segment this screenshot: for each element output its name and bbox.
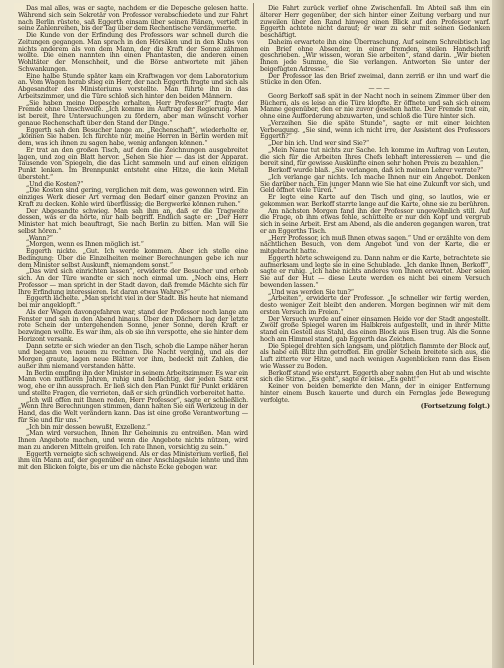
paragraph: In Berlin empfing ihn der Minister in seinem Arbeitszimmer. Es war ein Mann von mittleren Jahren, ruhig und bedächtig, der jeden Satz erst wog, ehe er ihn aussprach. Er ließ sich den Plan Punkt für Punkt erklären und stellte Fragen, die verrieten, daß er sich gründlich vorbereitet hatte.	[18, 368, 248, 397]
paragraph: Eggerth hörte schweigend zu. Dann nahm er die Karte, betrachtete sie aufmerksam und legte sie in eine Schublade. „Ich danke Ihnen, Berkoff“, sagte er ruhig. „Ich habe nichts anderes von Ihnen erwartet. Aber seien Sie auf der Hut — diese Leute werden es nicht bei einem Versuch bewenden lassen.“	[260, 253, 490, 289]
column-divider	[253, 3, 254, 665]
text-column-left	[18, 5, 248, 661]
continuation-note: (Fortsetzung folgt.)	[420, 402, 490, 411]
paragraph: „Der bin ich. Und wer sind Sie?“	[268, 139, 370, 147]
paragraph: „Ich will offen mit Ihnen reden, Herr Professor“, sagte er schließlich. „Wenn Ihre Berechnungen stimmen, dann halten Sie ein Werkzeug in der Hand, das die Welt verändern kann. Das ist eine große Verantwortung — für Sie und für uns.“	[18, 395, 248, 424]
paragraph: „Morgen, wenn es Ihnen möglich ist.“	[26, 240, 144, 249]
paragraph: Als der Wagen davongefahren war, stand der Professor noch lange am Fenster und sah in den Abend hinaus. Über den Dächern lag der letzte rote Schein der untergehenden Sonne, jener Sonne, deren Kraft er bezwingen wollte. Es war ihm, als ob sie ihn verspotte, ehe sie hinter dem Horizont versank.	[18, 307, 248, 343]
paragraph: Die Spiegel drehten sich langsam, und plötzlich flammte der Block auf, als habe ein Blitz ihn getroffen. Ein greller Schein breitete sich aus, die Luft zitterte vor Hitze, und nach wenigen Augenblicken rann das Eisen wie Wasser zu Boden.	[260, 341, 490, 370]
paragraph: Er legte eine Karte auf den Tisch und ging, so lautlos, wie er gekommen war. Berkoff starrte lange auf die Karte, ohne sie zu berühren.	[260, 193, 490, 208]
paragraph: Eggerth verneigte sich schweigend. Als er das Ministerium verließ, fiel ihm ein Mann auf, der gegenüber an einer Anschlagsäule lehnte und ihm mit den Blicken folgte, bis er um die nächste Ecke gebogen war.	[18, 449, 248, 471]
paragraph: Das mal alles, was er sagte, nachdem er die Depesche gelesen hatte. Während sich sein Sekretär von Professor verabschiedete und zur Fahrt nach Berlin rüstete, saß Eggerth einsam über seinen Plänen, vertieft in seine Zahlenreihen, bis der Tag über dem Rechentische verdämmerte.	[18, 5, 248, 33]
paragraph: Dann setzte er sich wieder an den Tisch, schob die Lampe näher heran und begann von neuem zu rechnen. Die Nacht verging, und als der Morgen graute, lagen neue Blätter vor ihm, bedeckt mit Zahlen, die außer ihm niemand verstanden hätte.	[18, 341, 248, 370]
paragraph: Berkoff wurde blaß. „Sie verlangen, daß ich meinen Lehrer verrate?“	[268, 166, 484, 174]
paragraph: Keiner von beiden bemerkte den Mann, der in einiger Entfernung hinter einem Busch kauerte und durch ein Fernglas jede Bewegung verfolgte.	[260, 382, 490, 404]
paragraph: Die Fahrt zurück verlief ohne Zwischenfall. Im Abteil saß ihm ein älterer Herr gegenüber, der sich hinter einer Zeitung verbarg und nur zuweilen über den Rand hinweg einen Blick auf den Professor warf. Eggerth achtete nicht darauf; er war zu sehr mit seinen Gedanken beschäftigt.	[260, 5, 490, 39]
paragraph: „Man wird versuchen, Ihnen Ihr Geheimnis zu entreißen. Man wird Ihnen Angebote machen, und wenn die Angebote nichts nützen, wird man zu anderen Mitteln greifen. Ich rate Ihnen, vorsichtig zu sein.“	[18, 429, 248, 451]
paragraph: Eggerth lächelte. „Man spricht viel in der Stadt. Bis heute hat niemand bei mir angeklopft.“	[18, 294, 248, 309]
paragraph: Er trat an den großen Tisch, auf dem die Zeichnungen ausgebreitet lagen, und zog ein Blatt hervor. „Sehen Sie hier — das ist der Apparat. Tausende von Spiegeln, die das Licht sammeln und auf einen einzigen Punkt lenken. Im Brennpunkt entsteht eine Hitze, die kein Metall übersteht.“	[18, 145, 248, 181]
paragraph: Eggerth nickte. „Gut. Ich werde kommen. Aber ich stelle eine Bedingung: Über die Einzelheiten meiner Berechnungen gebe ich nur dem Minister selbst Auskunft, niemandem sonst.“	[18, 247, 248, 269]
paragraph: „Und die Kosten?“	[26, 179, 84, 188]
paragraph: Berkoff stand wie erstarrt. Eggerth aber nahm den Hut ab und wischte sich die Stirne. „Es geht“, sagte er leise. „Es geht!“	[260, 368, 490, 384]
text-column-right	[260, 5, 490, 661]
paragraph: Der Professor las den Brief zweimal, dann zerriß er ihn und warf die Stücke in den Ofen.	[260, 71, 490, 87]
page-edge	[492, 0, 504, 668]
paragraph: „Mein Name tut nichts zur Sache. Ich komme im Auftrag von Leuten, die sich für die Arbeiten Ihres Chefs lebhaft interessieren — und die bereit sind, für gewisse Auskünfte einen sehr hohen Preis zu bezahlen.“	[260, 145, 490, 168]
paragraph: Die Kunde von der Erfindung des Professors war schnell durch die Zeitungen gegangen. Man sprach in den Hörsälen und in den Klubs von nichts anderem als von dem Mann, der die Kraft der Sonne zähmen wollte. Die einen nannten ihn einen Phantasten, die anderen einen Wohltäter der Menschheit, und die Börse antwortete mit jähen Schwankungen.	[18, 31, 248, 73]
paragraph: — — —	[368, 85, 390, 92]
paragraph: „Herr Professor, ich muß Ihnen etwas sagen.“ Und er erzählte von dem nächtlichen Besuch, von dem Angebot und von der Karte, die er mitgebracht hatte.	[260, 233, 490, 255]
paragraph: Am nächsten Morgen fand ihn der Professor ungewöhnlich still. Auf die Frage, ob ihm etwas fehle, schüttelte er nur den Kopf und vergrub sich in seine Arbeit. Erst am Abend, als die anderen gegangen waren, trat er an Eggerths Tisch.	[260, 206, 490, 235]
paragraph: „Das wird sich einrichten lassen“, erwiderte der Besucher und erhob sich. An der Türe wandte er sich noch einmal um. „Noch eins, Herr Professor — man spricht in der Stadt davon, daß fremde Mächte sich für Ihre Erfindung interessieren. Ist daran etwas Wahres?“	[18, 267, 248, 296]
paragraph: „Arbeiten“, erwiderte der Professor. „Je schneller wir fertig werden, desto weniger Zeit bleibt den anderen. Morgen beginnen wir mit dem ersten Versuch im Freien.“	[260, 294, 490, 316]
paragraph: Der Abgesandte schwieg. Man sah ihm an, daß er die Tragweite dessen, was er da hörte, nur halb begriff. Endlich sagte er: „Der Herr Minister hat mich beauftragt, Sie nach Berlin zu bitten. Man will Sie selbst hören.“	[18, 206, 248, 235]
newspaper-page	[14, 3, 492, 665]
paragraph: Der Versuch wurde auf einer einsamen Heide vor der Stadt angestellt. Zwölf große Spiegel waren im Halbkreis aufgestellt, und in ihrer Mitte stand ein Gestell aus Stahl, das einen Block aus Eisen trug. Als die Sonne hoch am Himmel stand, gab Eggerth das Zeichen.	[260, 314, 490, 343]
paragraph: „Sie haben meine Depesche erhalten, Herr Professor?“ fragte der Fremde ohne Umschweife. „Ich komme im Auftrag der Regierung. Man ist bereit, Ihre Untersuchungen zu fördern, aber man wünscht vorher genaue Rechenschaft über den Stand der Dinge.“	[18, 98, 248, 127]
paragraph: Eine halbe Stunde später kam ein Kraftwagen vor dem Laboratorium an. Vom Wagen herab stieg ein Herr, der nach Eggerth fragte und sich als Abgesandter des Ministeriums vorstellte. Man führte ihn in das Arbeitszimmer, und die Türe schloß sich hinter den beiden Männern.	[18, 71, 248, 100]
paragraph: Daheim erwartete ihn eine Überraschung. Auf seinem Schreibtisch lag ein Brief ohne Absender, in einer fremden, steilen Handschrift geschrieben. „Wir wissen, woran Sie arbeiten“, stand darin. „Wir bieten Ihnen jede Summe, die Sie verlangen. Antworten Sie unter der beigefügten Adresse.“	[260, 37, 490, 73]
paragraph: „Verzeihen Sie die späte Stunde“, sagte er mit einer leichten Verbeugung. „Sie sind, wenn ich nicht irre, der Assistent des Professors Eggerth?“	[260, 118, 490, 141]
paragraph: „Ich verlange gar nichts. Ich mache Ihnen nur ein Angebot. Denken Sie darüber nach. Ein junger Mann wie Sie hat eine Zukunft vor sich, und Geld öffnet viele Türen.“	[260, 172, 490, 195]
paragraph: „Die Kosten sind gering, verglichen mit dem, was gewonnen wird. Ein einziges Werk dieser Art vermag den Bedarf einer ganzen Provinz an Kraft zu decken. Kohle wird überflüssig; die Bergwerke können ruhen.“	[18, 186, 248, 208]
paragraph: „Ich bin mir dessen bewußt, Exzellenz.“	[26, 422, 150, 431]
paragraph: Georg Berkoff saß spät in der Nacht noch in seinem Zimmer über den Büchern, als es leise an die Türe klopfte. Er öffnete und sah sich einem Manne gegenüber, den er nie zuvor gesehen hatte. Der Fremde trat ein, ohne eine Aufforderung abzuwarten, und schloß die Türe hinter sich.	[260, 91, 490, 120]
paragraph: „Wann?“	[26, 233, 53, 242]
paragraph: „Und was werden Sie tun?“	[268, 287, 354, 296]
paragraph: Eggerth sah den Besucher lange an. „Rechenschaft“, wiederholte er, „können Sie haben. Ich fürchte nur, meine Herren in Berlin werden mit dem, was ich ihnen zu sagen habe, wenig anfangen können.“	[18, 125, 248, 147]
